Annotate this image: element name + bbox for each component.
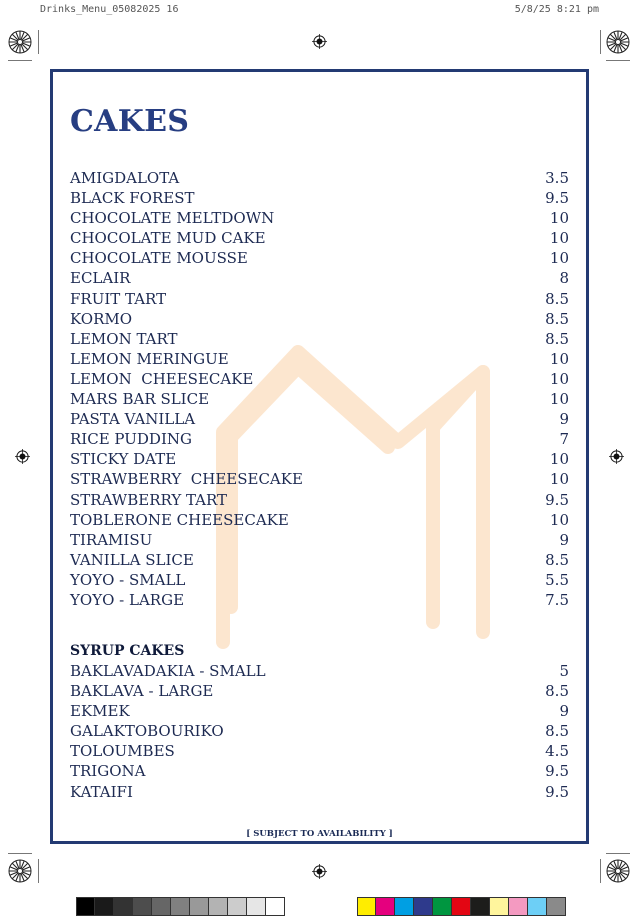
color-swatch [528, 897, 547, 916]
menu-item-price: 10 [549, 229, 569, 248]
color-swatch [395, 897, 414, 916]
trim-mark [606, 60, 630, 61]
menu-item [70, 228, 569, 248]
menu-item-price: 8.5 [545, 550, 569, 569]
color-swatch [547, 897, 566, 916]
menu-item [70, 590, 569, 610]
menu-item-price: 9 [559, 530, 569, 549]
color-swatch [490, 897, 509, 916]
menu-item-name: TIRAMISU [70, 530, 153, 549]
registration-starburst-bottom-left-icon [8, 859, 32, 883]
menu-item [70, 721, 569, 741]
menu-item-price: 10 [549, 470, 569, 489]
menu-item-price: 8 [559, 269, 569, 288]
menu-item-price: 8.5 [545, 682, 569, 701]
menu-item-name: LEMON TART [70, 329, 178, 348]
menu-item-price: 3.5 [545, 169, 569, 187]
trim-mark [38, 30, 39, 54]
grayscale-swatch [247, 897, 266, 916]
menu-item-price: 9.5 [545, 762, 569, 781]
registration-starburst-top-right-icon [606, 30, 630, 54]
menu-item-name: KORMO [70, 309, 133, 328]
menu-item [70, 530, 569, 550]
availability-note: [ SUBJECT TO AVAILABILITY ] [246, 829, 393, 839]
syrup-cakes-section [70, 641, 569, 802]
menu-item [70, 761, 569, 781]
menu-item-price: 8.5 [545, 722, 569, 741]
menu-item [70, 188, 569, 208]
menu-item-price: 10 [549, 249, 569, 268]
menu-item-name: BLACK FOREST [70, 189, 195, 208]
menu-item-name: VANILLA SLICE [70, 550, 194, 569]
menu-item-price: 5 [559, 662, 569, 680]
menu-item-price: 4.5 [545, 742, 569, 761]
menu-item [70, 469, 569, 489]
menu-item [70, 309, 569, 329]
menu-item-name: KATAIFI [70, 782, 133, 801]
crosshair-target-top-icon [312, 34, 327, 49]
grayscale-calibration-bar [76, 897, 285, 916]
menu-item [70, 681, 569, 701]
menu-item-name: TOBLERONE CHEESECAKE [70, 510, 289, 529]
menu-item [70, 782, 569, 802]
page-title: CAKES [70, 104, 190, 139]
menu-item-name: LEMON MERINGUE [70, 349, 229, 368]
trim-mark [8, 853, 32, 854]
menu-item [70, 449, 569, 469]
menu-item-name: STRAWBERRY TART [70, 490, 228, 509]
grayscale-swatch [266, 897, 285, 916]
menu-item [70, 389, 569, 409]
color-swatch [452, 897, 471, 916]
trim-mark [606, 853, 630, 854]
menu-item [70, 550, 569, 570]
menu-item-price: 9 [559, 702, 569, 721]
grayscale-swatch [95, 897, 114, 916]
grayscale-swatch [133, 897, 152, 916]
menu-item-price: 10 [549, 349, 569, 368]
color-calibration-bar [357, 897, 566, 916]
file-name-slug: Drinks_Menu_05082025 16 [40, 4, 179, 15]
menu-item-name: MARS BAR SLICE [70, 390, 210, 409]
menu-item-name: TRIGONA [70, 762, 146, 781]
menu-item [70, 701, 569, 721]
menu-item-name: GALAKTOBOURIKO [70, 722, 224, 741]
crosshair-target-left-icon [15, 449, 30, 464]
menu-item [70, 168, 569, 188]
menu-item-price: 9.5 [545, 490, 569, 509]
menu-item-price: 10 [549, 510, 569, 529]
color-swatch [414, 897, 433, 916]
menu-item-price: 7.5 [545, 590, 569, 609]
color-swatch [433, 897, 452, 916]
trim-mark [8, 60, 32, 61]
crosshair-target-right-icon [609, 449, 624, 464]
menu-item-name: YOYO - SMALL [70, 570, 186, 589]
grayscale-swatch [76, 897, 95, 916]
grayscale-swatch [228, 897, 247, 916]
crosshair-target-bottom-icon [312, 864, 327, 879]
menu-item-name: EKMEK [70, 702, 130, 721]
menu-item-price: 9 [559, 410, 569, 429]
menu-item [70, 208, 569, 228]
menu-item-price: 10 [549, 450, 569, 469]
menu-item-price: 10 [549, 390, 569, 409]
grayscale-swatch [152, 897, 171, 916]
menu-item [70, 268, 569, 288]
menu-item [70, 349, 569, 369]
menu-item-price: 10 [549, 369, 569, 388]
menu-item-price: 9.5 [545, 189, 569, 208]
grayscale-swatch [171, 897, 190, 916]
menu-item-price: 10 [549, 209, 569, 228]
section-heading: SYRUP CAKES [70, 643, 185, 659]
menu-item [70, 510, 569, 530]
trim-mark [600, 30, 601, 54]
menu-page [50, 69, 589, 844]
menu-item [70, 248, 569, 268]
color-swatch [471, 897, 490, 916]
cakes-list [70, 168, 569, 610]
menu-item [70, 429, 569, 449]
registration-starburst-bottom-right-icon [606, 859, 630, 883]
menu-item-price: 9.5 [545, 782, 569, 801]
menu-item [70, 570, 569, 590]
menu-item-name: LEMON CHEESECAKE [70, 369, 254, 388]
menu-item-name: FRUIT TART [70, 289, 167, 308]
menu-item [70, 409, 569, 429]
menu-item [70, 490, 569, 510]
menu-item-name: BAKLAVA - LARGE [70, 682, 214, 701]
menu-item [70, 289, 569, 309]
color-swatch [357, 897, 376, 916]
menu-item-name: CHOCOLATE MUD CAKE [70, 229, 266, 248]
menu-item-price: 7 [559, 430, 569, 449]
grayscale-swatch [209, 897, 228, 916]
registration-starburst-top-left-icon [8, 30, 32, 54]
color-swatch [376, 897, 395, 916]
color-swatch [509, 897, 528, 916]
menu-item-name: RICE PUDDING [70, 430, 192, 449]
menu-item-name: AMIGDALOTA [70, 169, 180, 187]
menu-item [70, 661, 569, 681]
menu-item-price: 8.5 [545, 289, 569, 308]
menu-item-name: CHOCOLATE MELTDOWN [70, 209, 275, 228]
menu-item-name: YOYO - LARGE [70, 590, 185, 609]
menu-item [70, 741, 569, 761]
trim-mark [600, 859, 601, 883]
menu-item-name: CHOCOLATE MOUSSE [70, 249, 248, 268]
menu-item-name: PASTA VANILLA [70, 410, 196, 429]
trim-mark [38, 859, 39, 883]
menu-item-name: ECLAIR [70, 269, 131, 288]
menu-item-name: BAKLAVADAKIA - SMALL [70, 662, 266, 680]
menu-item-name: STICKY DATE [70, 450, 177, 469]
menu-item-name: TOLOUMBES [70, 742, 175, 761]
grayscale-swatch [114, 897, 133, 916]
menu-item [70, 329, 569, 349]
menu-item-name: STRAWBERRY CHEESECAKE [70, 470, 303, 489]
menu-item-price: 8.5 [545, 329, 569, 348]
menu-item-price: 8.5 [545, 309, 569, 328]
menu-item-price: 5.5 [545, 570, 569, 589]
grayscale-swatch [190, 897, 209, 916]
timestamp-slug: 5/8/25 8:21 pm [514, 4, 599, 15]
menu-item [70, 369, 569, 389]
